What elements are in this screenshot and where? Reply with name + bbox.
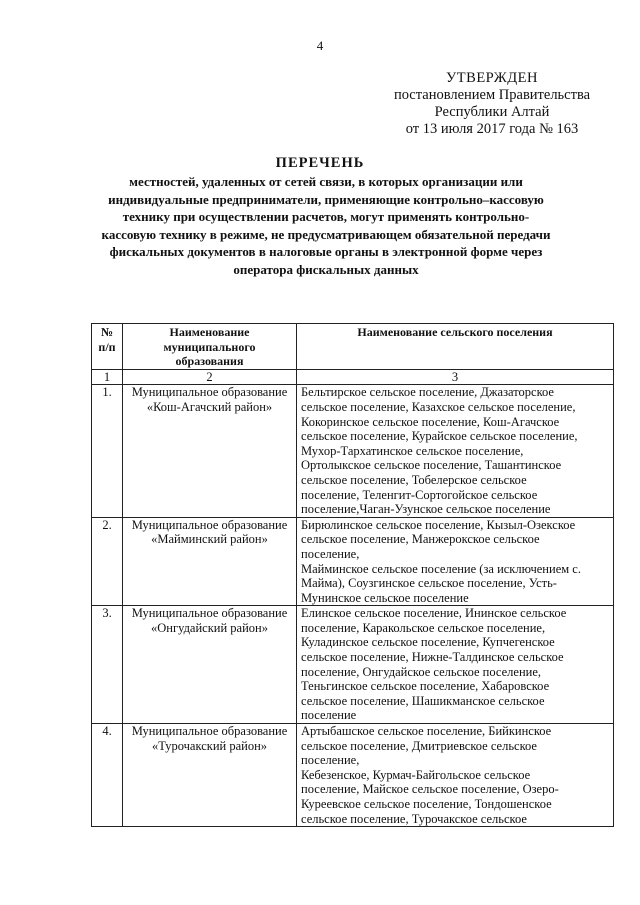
settlement-line: Мунинское сельское поселение bbox=[301, 590, 469, 605]
page-number: 4 bbox=[316, 38, 324, 53]
settlement-line: Кебезенское, Курмач-Байгольское сельское bbox=[301, 767, 531, 782]
settlement-line: поселение, bbox=[301, 546, 360, 561]
settlement-line: сельское поселение, Тобелерское сельское bbox=[301, 472, 527, 487]
table-header-row bbox=[92, 324, 614, 370]
settlement-line: Майминское сельское поселение (за исключением с. bbox=[301, 561, 581, 576]
table-row bbox=[92, 517, 614, 606]
municipality-line: Муниципальное образование bbox=[131, 724, 288, 739]
settlement-line: поселение, Майское сельское поселение, Озеро- bbox=[301, 782, 559, 797]
header-line: образования bbox=[175, 354, 244, 369]
header-municipality bbox=[123, 324, 297, 370]
header-settlement bbox=[297, 324, 614, 370]
settlement-line: сельское поселение, Турочакское сельское bbox=[301, 811, 527, 826]
municipality-line: Муниципальное образование bbox=[131, 385, 288, 400]
header-line: п/п bbox=[98, 339, 116, 354]
column-number: 2 bbox=[123, 369, 297, 385]
settlements-table bbox=[91, 323, 614, 827]
row-number: 4. bbox=[92, 724, 123, 827]
settlements-cell bbox=[297, 385, 614, 517]
settlement-line: сельское поселение, Шашикманское сельское bbox=[301, 693, 545, 708]
settlement-line: сельское поселение, Курайское сельское поселение, bbox=[301, 429, 578, 444]
settlement-line: Бельтирское сельское поселение, Джазаторское bbox=[301, 385, 554, 400]
municipality-cell bbox=[123, 724, 297, 827]
municipality-line: Муниципальное образование bbox=[131, 606, 288, 621]
column-number: 3 bbox=[297, 369, 614, 385]
settlement-line: сельское поселение, Манжерокское сельское bbox=[301, 532, 540, 547]
column-number-row bbox=[92, 369, 614, 385]
subtitle-line: кассовую технику в режиме, не предусматривающем обязательной передачи bbox=[101, 226, 551, 242]
header-line: муниципального bbox=[163, 339, 256, 354]
settlement-line: Куреевское сельское поселение, Тондошенское bbox=[301, 797, 552, 811]
settlements-cell bbox=[297, 724, 614, 827]
column-number: 1 bbox=[92, 369, 123, 385]
settlement-line: поселение, bbox=[301, 753, 360, 768]
municipality-cell bbox=[123, 606, 297, 724]
settlement-line: сельское поселение, Казахское сельское поселение, bbox=[301, 399, 576, 414]
subtitle-line: индивидуальные предприниматели, применяющие контрольно–кассовую bbox=[108, 191, 544, 207]
subtitle-line: технику при осуществлении расчетов, могут применять контрольно- bbox=[122, 209, 530, 224]
approval-line: Республики Алтай bbox=[434, 104, 550, 120]
document-title: ПЕРЕЧЕНЬ bbox=[275, 155, 365, 171]
settlement-line: Куладинское сельское поселение, Купчегенское bbox=[301, 635, 555, 650]
document-subtitle bbox=[96, 173, 556, 278]
table-row bbox=[92, 724, 614, 827]
approval-line: от 13 июля 2017 года № 163 bbox=[405, 121, 579, 137]
settlement-line: Теньгинское сельское поселение, Хабаровское bbox=[301, 679, 550, 694]
municipality-line: «Майминский район» bbox=[151, 532, 268, 547]
settlement-line: сельское поселение, Нижне-Талдинское сельское bbox=[301, 650, 564, 665]
settlement-line: Ортолыкское сельское поселение, Ташантинское bbox=[301, 458, 562, 473]
municipality-line: «Кош-Агачский район» bbox=[146, 399, 273, 414]
settlement-line: поселение, Онгудайское сельское поселение, bbox=[301, 664, 542, 679]
settlements-cell bbox=[297, 606, 614, 724]
settlement-line: поселение,Чаган-Узунское сельское поселение bbox=[301, 502, 551, 517]
settlement-line: Мухор-Тархатинское сельское поселение, bbox=[301, 443, 524, 458]
subtitle-line: оператора фискальных данных bbox=[233, 261, 419, 277]
approval-line: постановлением Правительства bbox=[393, 87, 591, 103]
row-number: 3. bbox=[92, 606, 123, 724]
settlement-line: Артыбашское сельское поселение, Бийкинское bbox=[301, 724, 552, 739]
header-line: Наименование bbox=[169, 325, 250, 339]
settlements-cell bbox=[297, 517, 614, 606]
municipality-cell bbox=[123, 385, 297, 517]
settlement-line: Кокоринское сельское поселение, Кош-Агачское bbox=[301, 414, 560, 429]
settlement-line: поселение, Каракольское сельское поселение, bbox=[301, 620, 546, 635]
row-number: 2. bbox=[92, 517, 123, 606]
table-row bbox=[92, 385, 614, 517]
subtitle-line: фискальных документов в налоговые органы в электронной форме через bbox=[109, 244, 543, 259]
header-line: № bbox=[100, 325, 114, 339]
settlement-line: Майма), Соузгинское сельское поселение, Усть- bbox=[301, 576, 557, 591]
municipality-line: «Онгудайский район» bbox=[151, 620, 268, 635]
row-number: 1. bbox=[92, 385, 123, 517]
municipality-line: Муниципальное образование bbox=[131, 517, 288, 532]
settlement-line: поселение, Теленгит-Сортогойское сельское bbox=[301, 487, 538, 502]
municipality-line: «Турочакский район» bbox=[151, 738, 268, 753]
approval-block bbox=[372, 70, 612, 138]
municipality-cell bbox=[123, 517, 297, 606]
settlement-line: Елинское сельское поселение, Ининское сельское bbox=[301, 606, 567, 621]
settlement-line: поселение bbox=[301, 708, 357, 723]
settlement-line: сельское поселение, Дмитриевское сельское bbox=[301, 738, 537, 753]
header-number bbox=[92, 324, 123, 370]
table-row bbox=[92, 606, 614, 724]
settlement-line: Бирюлинское сельское поселение, Кызыл-Озекское bbox=[301, 517, 576, 532]
subtitle-line: местностей, удаленных от сетей связи, в которых организации или bbox=[129, 174, 523, 189]
header-line: Наименование сельского поселения bbox=[357, 325, 553, 339]
approval-title: УТВЕРЖДЕН bbox=[446, 70, 538, 86]
